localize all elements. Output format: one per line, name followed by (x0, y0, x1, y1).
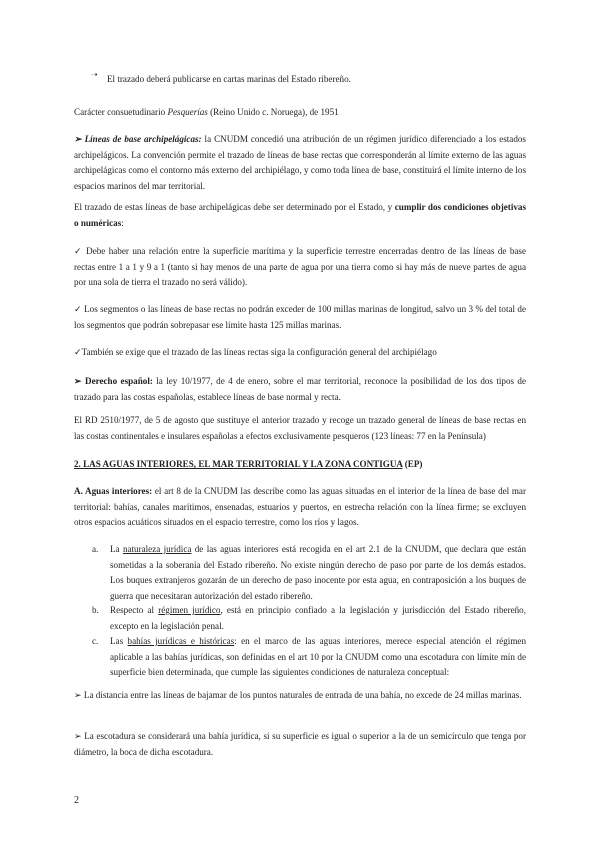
text-l1: El trazado deberá publicarse en cartas marinas del Estado ribereño. (107, 74, 351, 84)
text-lc1: Las (110, 636, 128, 646)
check-configuration (74, 345, 526, 361)
paragraph-conditions (74, 200, 526, 231)
text-la2: naturaleza jurídica (122, 544, 192, 554)
text-la3: de las aguas interiores está recogida en el art 2.1 de la CNUDM, que declara que están sometidas a la soberanía del Estado ribereño. No existe ningún derecho de paso por parte de los demás estados. Los buques extranjeros gozarán de un derecho de paso inocente por esta agua, en contraposición a los buques de guerra que necesitaran autorización del estado ribereño. (110, 544, 526, 601)
check-ratio (74, 244, 526, 291)
text-l2a: Carácter consuetudinario (74, 107, 168, 117)
paragraph-derecho-espanol (74, 374, 526, 405)
text-la1: La (110, 544, 123, 554)
text-l2c: (Reino Unido c. Noruega), de 1951 (207, 107, 339, 117)
text-l4c: : (121, 217, 124, 228)
text-l3b: la CNUDM concedió una atribución de un régimen jurídico diferenciado a los estados archipelágicos. La convención permite el trazado de líneas de base rectas que corresponderán al límite externo de las aguas archipelágicas como el contorno más externo del archipiélago, y como toda línea de base, constituirá el límite interno de los espacios marinos del mar territorial. (74, 134, 526, 191)
list-item-text (110, 603, 526, 634)
section-heading (74, 457, 526, 473)
text-l4a: El trazado de estas líneas de base archipelágicas debe ser determinado por el Estado, y (74, 202, 395, 212)
text-l10b: el art 8 de la CNUDM las describe como las aguas situadas en el interior de la línea de base del mar territorial: bahías, canales marítimos, ensenadas, estuarios y puertos, en estrecha relación con la línea firme; se excluyen otros espacios acuáticos situados en el espacio terrestre, como los ríos y lagos. (74, 486, 526, 528)
check-segments (74, 302, 526, 333)
term-archipelagic: ➢ Líneas de base archipelágicas: (74, 134, 202, 144)
text-lc2: bahías jurídicas e históricas (127, 636, 235, 646)
heading-tag: (EP) (402, 459, 423, 469)
text-l11: ➢ La distancia entre las líneas de bajamar de los puntos naturales de entrada de una bahía, no excede de 24 millas marinas. (74, 690, 522, 700)
heading-text: 2. LAS AGUAS INTERIORES, EL MAR TERRITORIAL Y LA ZONA CONTIGUA (74, 459, 403, 469)
arrow-bullet-icon: ➝ (91, 70, 98, 79)
condition-distance (74, 688, 526, 704)
text-l9: El RD 2510/1977, de 5 de agosto que sustituye el anterior trazado y recoge un trazado general de líneas de base rectas en las costas continentales e insulares españolas a efectos exclusivamente pesqueros (123 líneas: 77 en la Península) (74, 415, 526, 441)
list-item-text (110, 542, 526, 604)
text-lb1: Respecto al (110, 605, 159, 615)
list-item-text (110, 634, 526, 681)
paragraph-aguas-interiores (74, 484, 526, 531)
text-l4b: cumplir dos condiciones objetivas o numéricas (74, 202, 526, 228)
list-marker: a. (92, 544, 99, 554)
page-number: 2 (74, 795, 79, 806)
text-l5: ✓ Debe haber una relación entre la superficie marítima y la superficie terrestre encerradas dentro de las líneas de base rectas entre 1 a 1 y 9 a 1 (tanto si hay menos de una parte de agua por una tierra como si hay más de nueve partes de agua por una sola de tierra el trazado no será válido). (74, 246, 526, 288)
text-lc3: : en el marco de las aguas interiores, merece especial atención el régimen aplicable a las bahías jurídicas, son definidas en el art 10 por la CNUDM como una escotadura con límite mín de superficie bien determinada, que cumple las siguientes condiciones de naturaleza conceptual: (110, 636, 526, 678)
paragraph-archipelagic (74, 132, 526, 194)
text-l2b: Pesquerías (167, 107, 208, 117)
paragraph-rd (74, 413, 526, 444)
text-l12: ➢ La escotadura se considerará una bahía jurídica, si su superficie es igual o superior a la de un semicírculo que tenga por diámetro, la boca de dicha escotadura. (74, 731, 526, 757)
term-derecho-espanol: ➢ Derecho español: (74, 376, 153, 386)
condition-semicircle (74, 729, 526, 760)
text-lb2: régimen jurídico (158, 605, 221, 615)
text-l6: ✓ Los segmentos o las líneas de base rectas no podrán exceder de 100 millas marinas de longitud, salvo un 3 % del total de los segmentos que podrán sobrepasar ese límite hasta 125 millas marinas. (74, 304, 526, 330)
term-aguas-interiores: A. Aguas interiores: (74, 486, 153, 496)
list-marker: b. (92, 605, 99, 615)
list-marker: c. (92, 636, 99, 646)
text-l8b: la ley 10/1977, de 4 de enero, sobre el mar territorial, reconoce la posibilidad de los dos tipos de trazado para las costas españolas, establece líneas de base normal y recta. (74, 376, 526, 402)
bullet-publication (107, 72, 526, 88)
text-l7: ✓También se exige que el trazado de las líneas rectas siga la configuración general del archipiélago (74, 347, 437, 357)
paragraph-pesquerias (74, 105, 526, 121)
text-lb3: , está en principio confiado a la legislación y jurisdicción del Estado ribereño, excepto en la legislación penal. (110, 605, 526, 631)
